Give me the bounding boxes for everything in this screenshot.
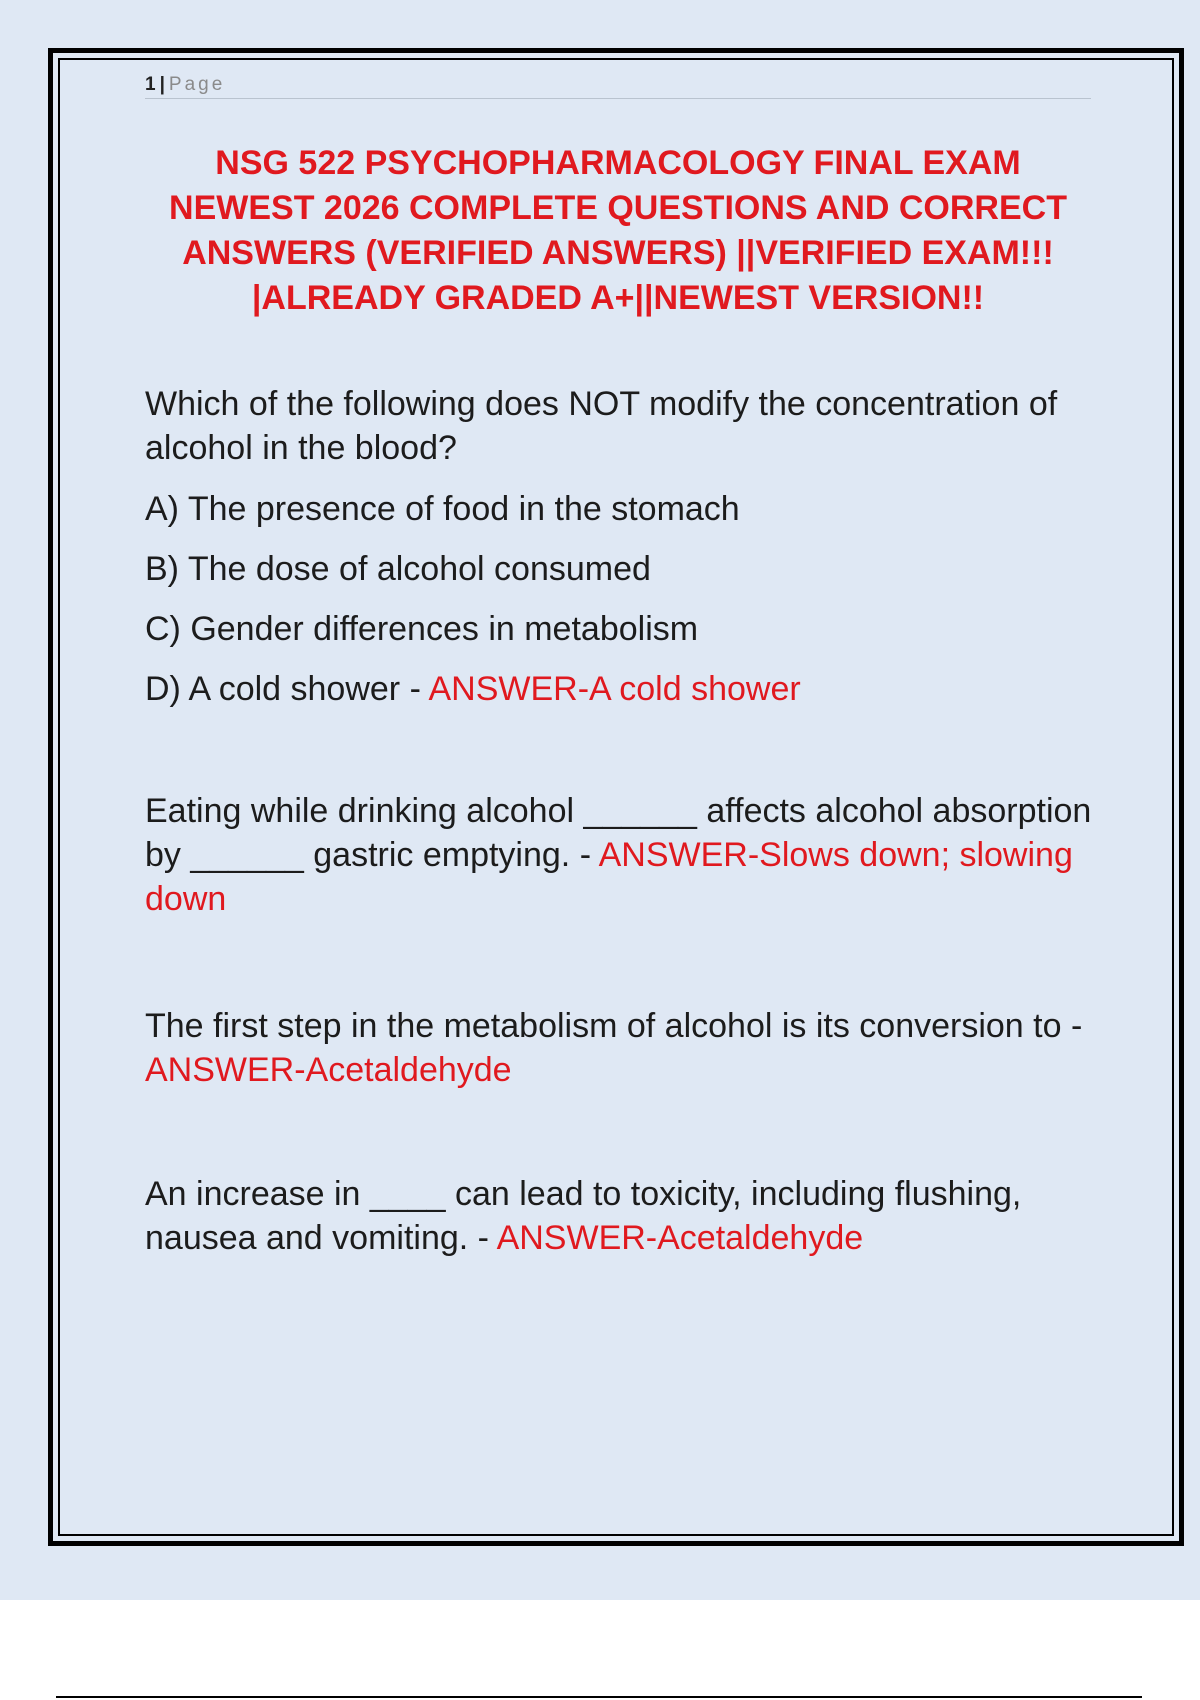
page-header xyxy=(145,74,1091,99)
question-1-text: Which of the following does NOT modify the concentration of alcohol in the blood? xyxy=(145,385,1058,467)
question-3 xyxy=(145,1004,1105,1092)
page-number: 1 xyxy=(145,74,156,95)
question-1-option-d xyxy=(145,667,1105,711)
question-1-option-d-text: D) A cold shower - xyxy=(145,670,429,708)
document-body xyxy=(145,382,1105,1260)
question-1-option-c: C) Gender differences in metabolism xyxy=(145,610,699,648)
question-3-text: The first step in the metabolism of alcohol is its conversion to - xyxy=(145,1007,1083,1045)
document-title: NSG 522 PSYCHOPHARMACOLOGY FINAL EXAM NEWEST 2026 COMPLETE QUESTIONS AND CORRECT ANSWERS (VERIFIED ANSWERS) ||VERIFIED EXAM!!! |ALREADY GRADED A+||NEWEST VERSION!! xyxy=(169,144,1067,317)
page-separator: | xyxy=(159,74,165,95)
question-1-option-b: B) The dose of alcohol consumed xyxy=(145,550,651,588)
question-2-answer: ANSWER-Slows down; slowing down xyxy=(145,836,1073,918)
question-1-answer: ANSWER-A cold shower xyxy=(428,670,801,708)
question-4-text: An increase in ____ can lead to toxicity, including flushing, nausea and vomiting. - xyxy=(145,1175,1022,1257)
question-4-answer: ANSWER-Acetaldehyde xyxy=(496,1219,864,1257)
page-label: Page xyxy=(168,74,226,95)
question-2 xyxy=(145,789,1105,921)
question-3-answer: ANSWER-Acetaldehyde xyxy=(145,1051,512,1089)
footer-rule xyxy=(56,1696,1142,1698)
question-4 xyxy=(145,1172,1105,1260)
question-2-text: Eating while drinking alcohol ______ affects alcohol absorption by ______ gastric emptying. - xyxy=(145,792,1092,874)
question-1-option-a: A) The presence of food in the stomach xyxy=(145,490,740,528)
